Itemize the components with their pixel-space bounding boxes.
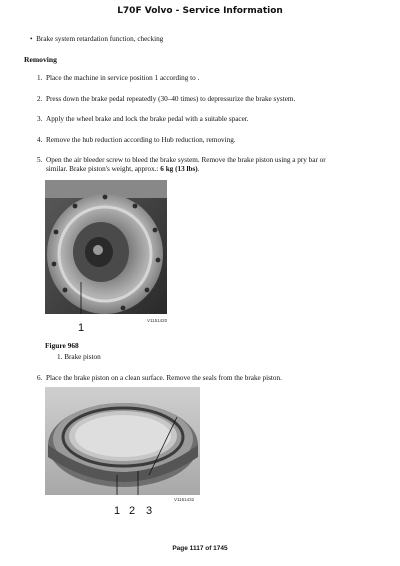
image-reference: V1151432: [174, 497, 195, 502]
step-6: [37, 374, 382, 383]
figure-caption: Figure 968: [45, 341, 79, 350]
brake-piston-seals-photo: [45, 387, 200, 495]
brake-piston-photo: [45, 180, 167, 314]
step-text: Apply the wheel brake and lock the brake pedal with a suitable spacer.: [46, 115, 249, 123]
figure-legend: 1. Brake piston: [57, 353, 101, 361]
step-number: 2.: [37, 95, 43, 103]
bullet-item-text: Brake system retardation function, checking: [36, 35, 164, 43]
callout-number-2: 2: [129, 505, 136, 517]
page-header-title: L70F Volvo - Service Information: [117, 6, 283, 16]
image-reference: V1151420: [147, 318, 168, 323]
step-number: 6.: [37, 374, 43, 382]
step-text: Remove the hub reduction according to Hub reduction, removing.: [46, 136, 236, 144]
callout-number: 1: [78, 322, 85, 334]
section-heading: Removing: [24, 55, 57, 64]
step-text: Press down the brake pedal repeatedly (30–40 times) to depressurize the brake system.: [46, 95, 296, 103]
step-number: 1.: [37, 74, 43, 82]
step-number: 4.: [37, 136, 43, 144]
step-number: 3.: [37, 115, 43, 123]
step-text-line2: similar. Brake piston's weight, approx.:: [46, 165, 161, 173]
bullet-icon: •: [30, 35, 37, 43]
bullet-list-item[interactable]: [30, 35, 163, 44]
step-number: 5.: [37, 156, 43, 164]
step-text-line1: Open the air bleeder screw to bleed the brake system. Remove the brake piston using a pry bar or: [46, 156, 326, 164]
page-footer: Page 1117 of 1745: [172, 545, 228, 552]
step-1: [37, 74, 382, 83]
step-2: [37, 95, 382, 104]
callout-number-3: 3: [146, 505, 153, 517]
step-text: Place the machine in service position 1 according to .: [46, 74, 200, 82]
weight-value: 6 kg (13 lbs): [160, 165, 198, 173]
step-text: Place the brake piston on a clean surface. Remove the seals from the brake piston.: [46, 374, 282, 382]
step-4: [37, 136, 382, 145]
step-5: [37, 156, 382, 174]
step-text-line2-end: .: [197, 165, 200, 173]
callout-number-1: 1: [114, 505, 121, 517]
step-3: [37, 115, 382, 124]
